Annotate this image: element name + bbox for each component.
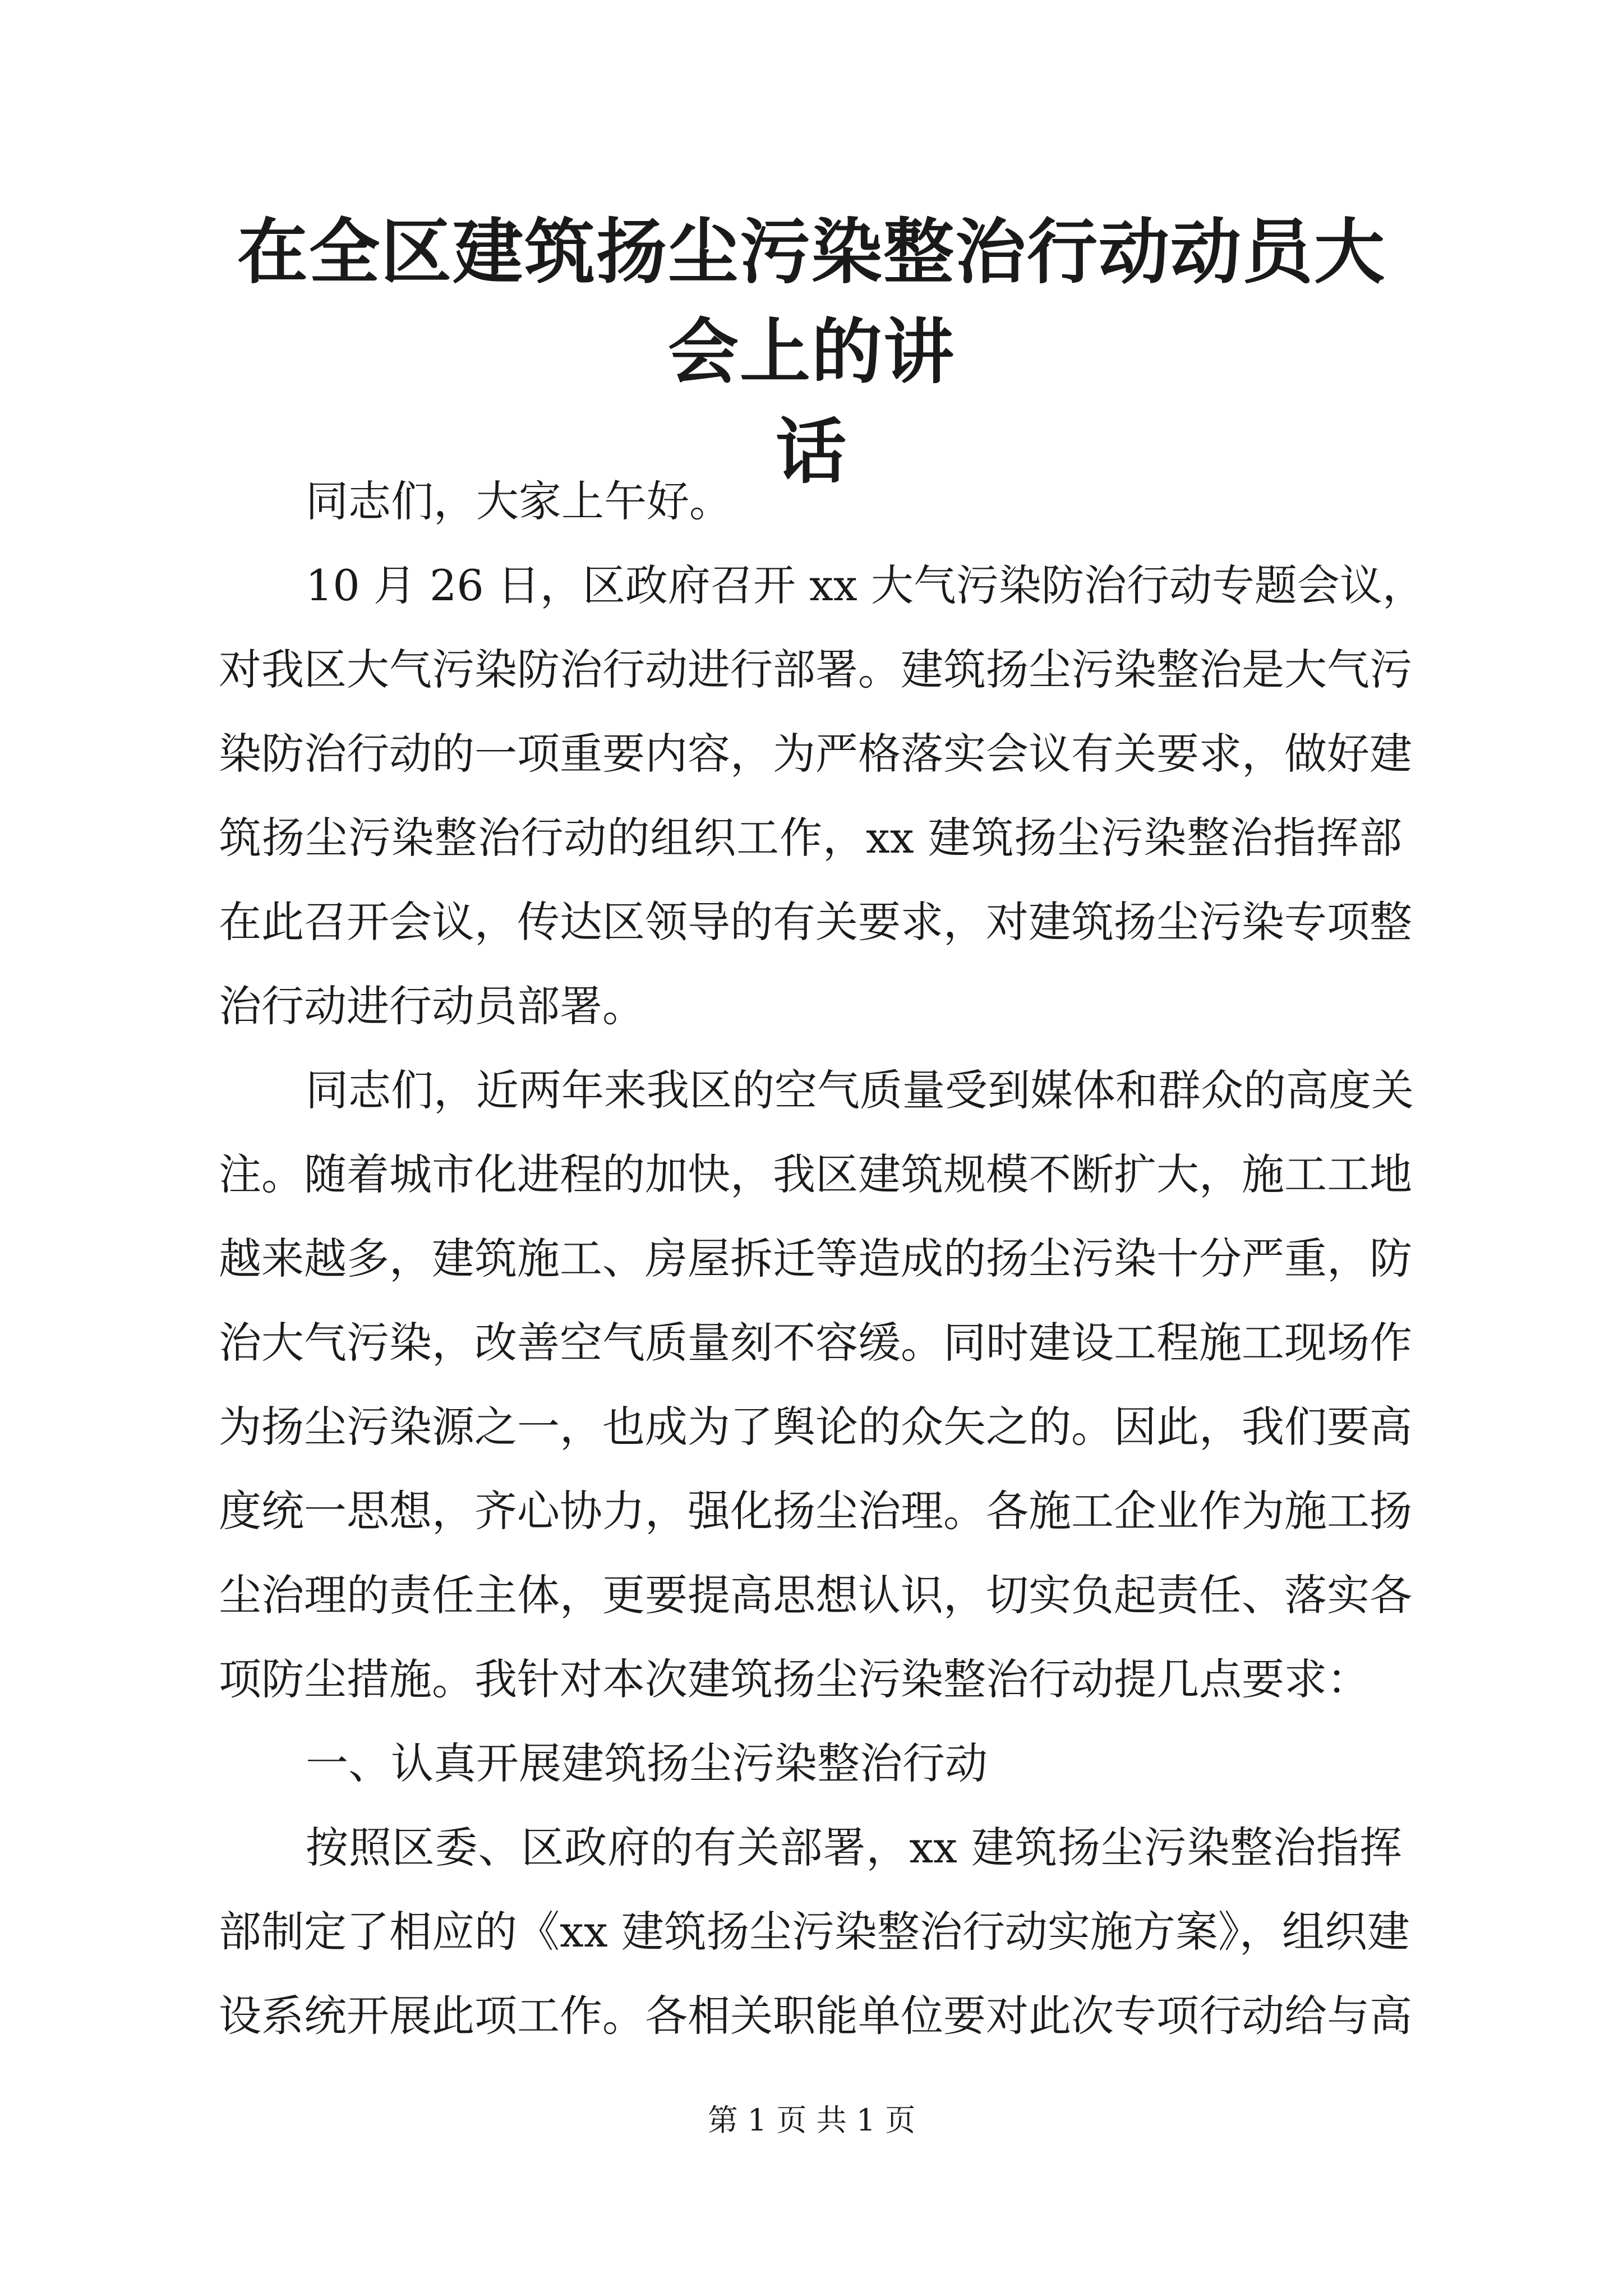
- title-line: 在全区建筑扬尘污染整治行动动员大会上的讲: [237, 210, 1386, 393]
- text-line: 治大气污染，改善空气质量刻不容缓。同时建设工程施工现场作: [219, 1318, 1412, 1368]
- text-line: 越来越多，建筑施工、房屋拆迁等造成的扬尘污染十分严重，防: [219, 1234, 1412, 1283]
- text-line: 为扬尘污染源之一，也成为了舆论的众矢之的。因此，我们要高: [219, 1402, 1412, 1452]
- text-line: 部制定了相应的《xx 建筑扬尘污染整治行动实施方案》，组织建: [219, 1907, 1410, 1957]
- text-line: 治行动进行动员部署。: [219, 981, 645, 1031]
- text-line: 一、认真开展建筑扬尘污染整治行动: [306, 1738, 988, 1788]
- text-line: 同志们，大家上午好。: [306, 476, 732, 526]
- text-line: 度统一思想，齐心协力，强化扬尘治理。各施工企业作为施工扬: [219, 1486, 1412, 1536]
- text-line: 在此召开会议，传达区领导的有关要求，对建筑扬尘污染专项整: [219, 897, 1412, 947]
- text-line: 同志们，近两年来我区的空气质量受到媒体和群众的高度关: [306, 1065, 1414, 1115]
- title-line: 话: [776, 410, 847, 493]
- text-line: 设系统开展此项工作。各相关职能单位要对此次专项行动给与高: [219, 1991, 1412, 2041]
- text-line: 对我区大气污染防治行动进行部署。建筑扬尘污染整治是大气污: [219, 645, 1412, 694]
- text-line: 按照区委、区政府的有关部署，xx 建筑扬尘污染整治指挥: [306, 1823, 1402, 1872]
- text-line: 注。随着城市化进程的加快，我区建筑规模不断扩大，施工工地: [219, 1149, 1412, 1199]
- document-title: [202, 202, 1421, 501]
- page-footer: 第 1 页 共 1 页: [707, 2102, 916, 2138]
- text-line: 尘治理的责任主体，更要提高思想认识，切实负起责任、落实各: [219, 1570, 1412, 1620]
- text-line: 项防尘措施。我针对本次建筑扬尘污染整治行动提几点要求：: [219, 1654, 1370, 1704]
- text-line: 筑扬尘污染整治行动的组织工作，xx 建筑扬尘污染整治指挥部: [219, 813, 1402, 863]
- text-line: 染防治行动的一项重要内容，为严格落实会议有关要求，做好建: [219, 729, 1412, 779]
- text-line: 10 月 26 日，区政府召开 xx 大气污染防治行动专题会议，: [306, 560, 1425, 610]
